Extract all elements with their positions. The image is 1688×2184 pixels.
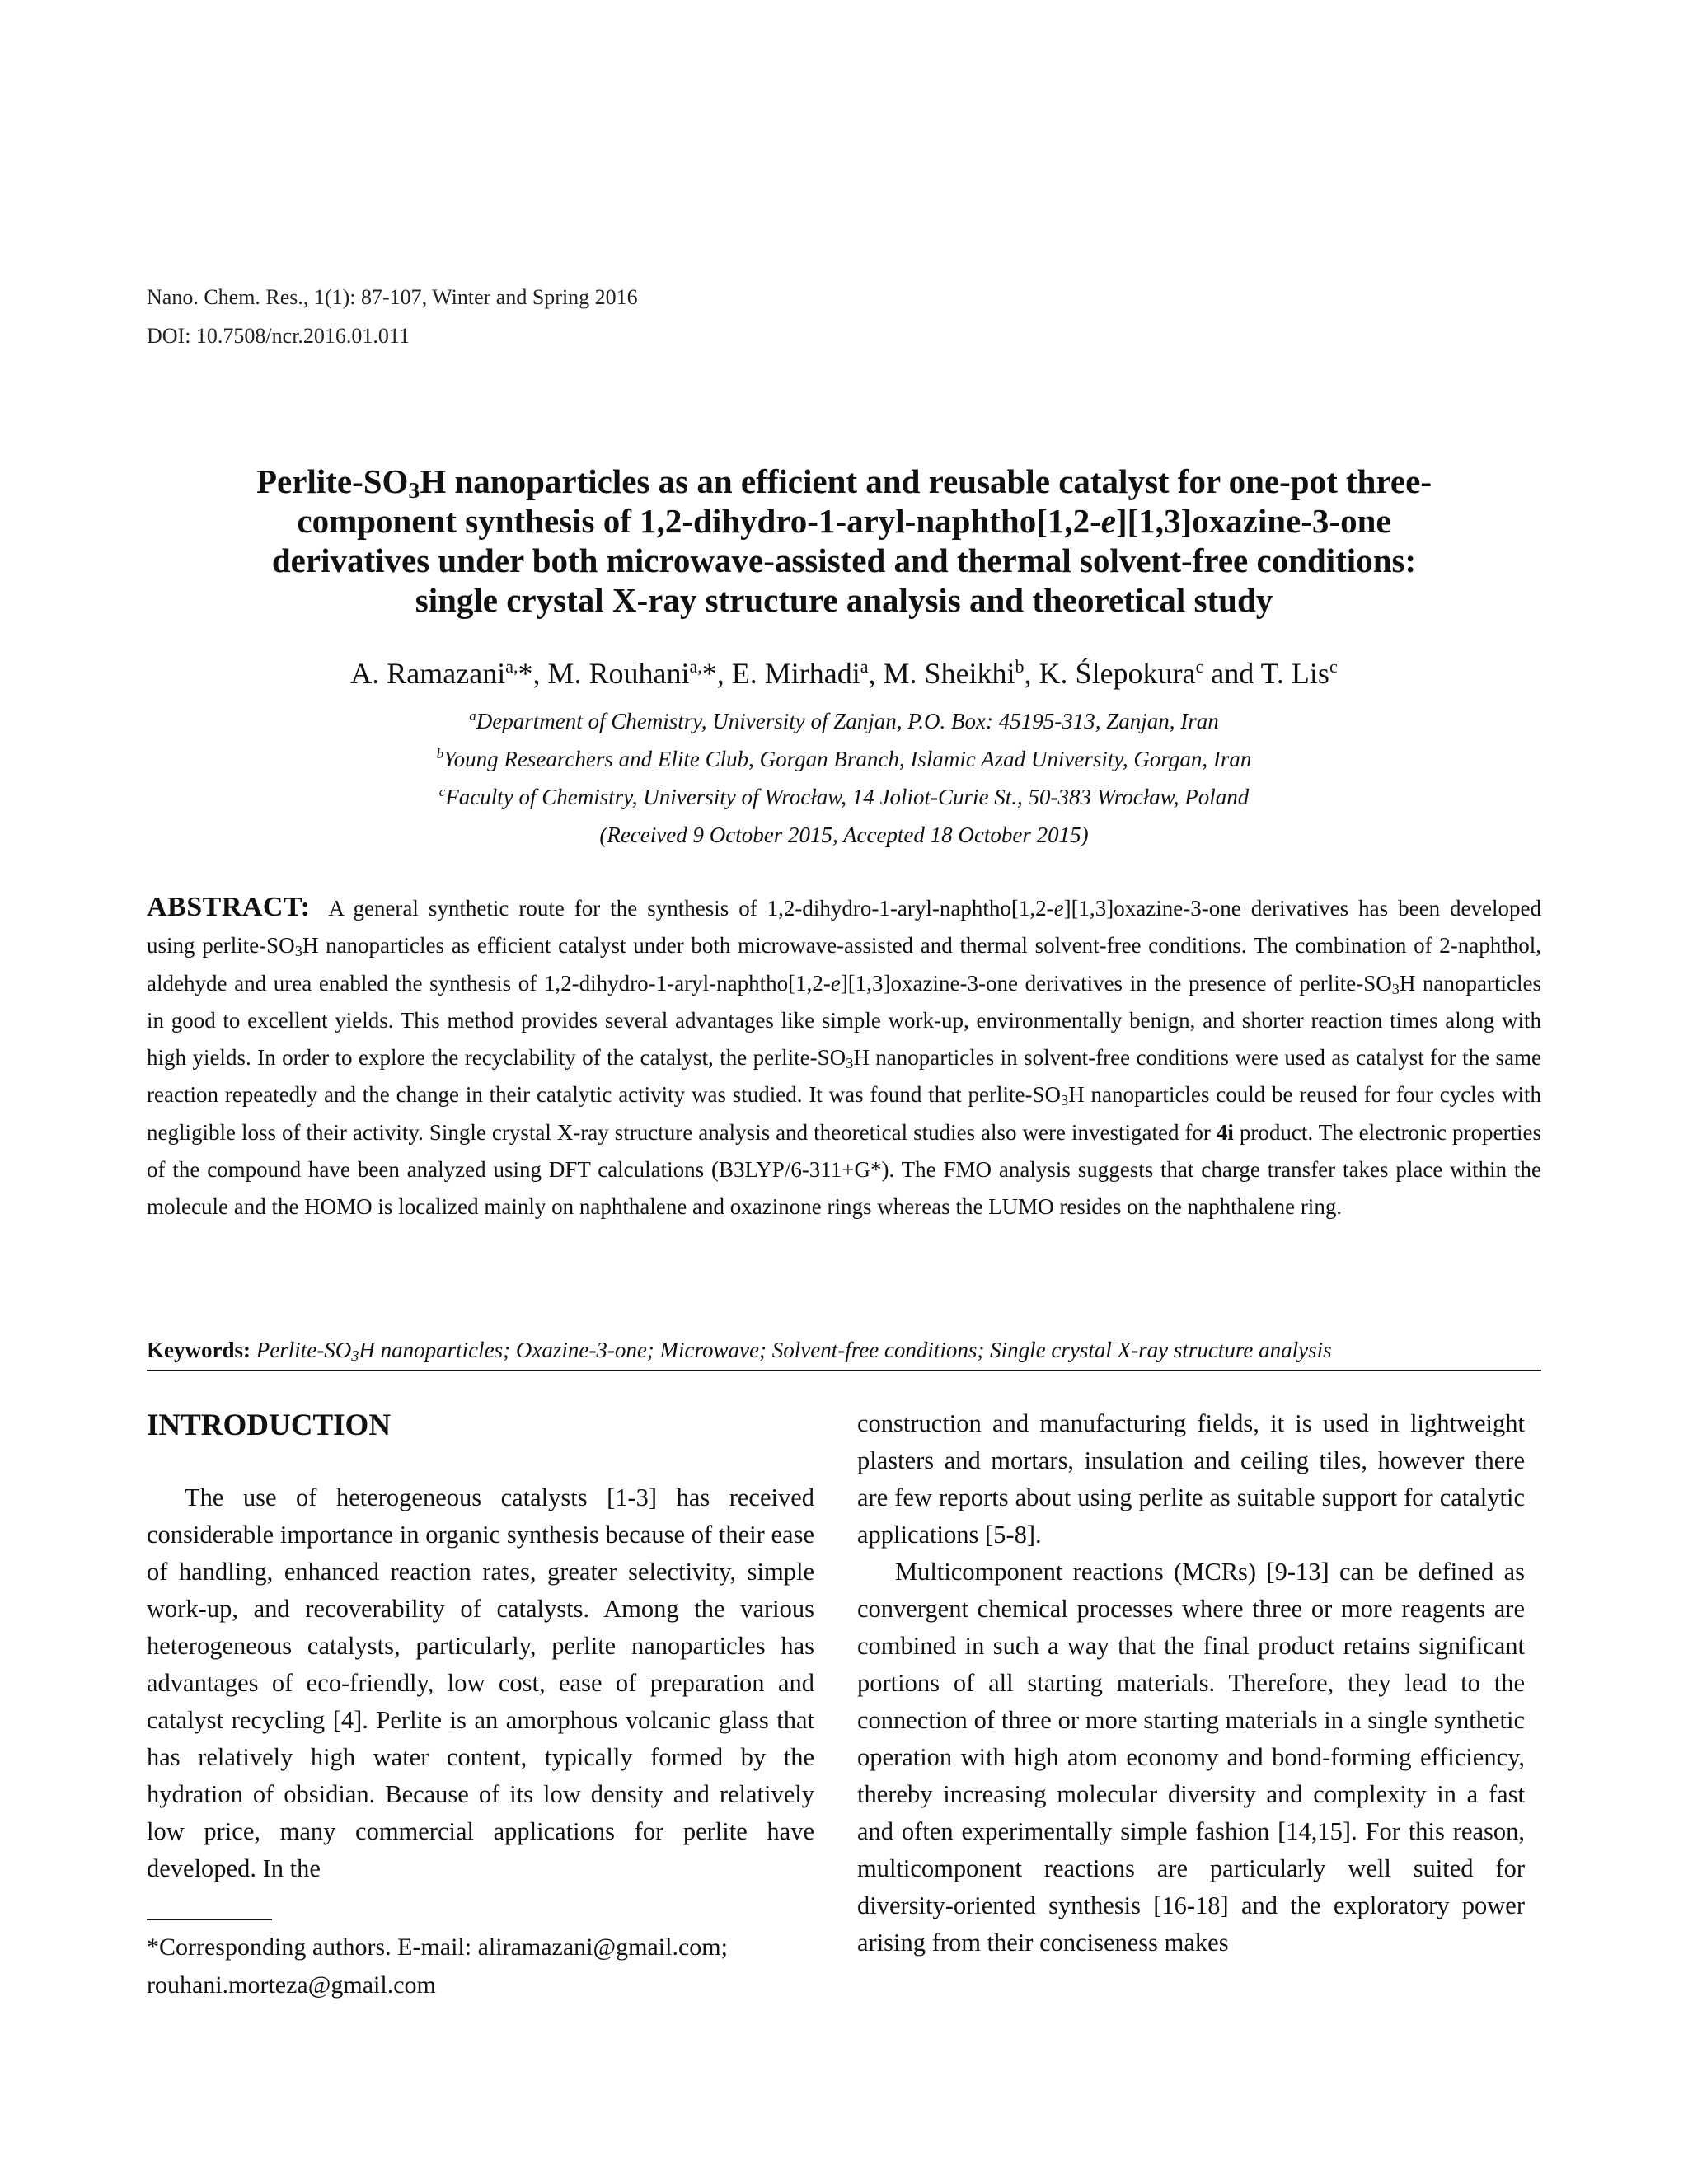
corresponding-author-footnote: [147, 1929, 814, 2004]
affiliation-c: $^c$Faculty of Chemistry, University of Wrocław, 14 Joliot-Curie St., 50-383 Wrocław, Poland: [438, 784, 1250, 809]
received-dates: (Received 9 October 2015, Accepted 18 October 2015): [599, 823, 1089, 847]
author: M. Sheikhi$^b$,: [883, 656, 1039, 690]
intro-paragraph-continued: construction and manufacturing fields, it is used in lightweight plasters and mortars, insulation and ceiling tiles, however there are few reports about using perlite as suitable support for catalytic applications [5-8].: [857, 1409, 1525, 1549]
affiliations: [124, 702, 1564, 854]
affiliation-a: $^a$Department of Chemistry, University of Zanjan, P.O. Box: 45195-313, Zanjan, Iran: [469, 708, 1219, 733]
affiliation-b: $^b$Young Researchers and Elite Club, Gorgan Branch, Islamic Azad University, Gorgan, Iran: [436, 746, 1252, 771]
footnote-line-2: rouhani.morteza@gmail.com: [147, 1971, 436, 1999]
title-line-1: Perlite-$SO_3H$ nanoparticles as an efficient and reusable catalyst for one-pot three-: [256, 462, 1432, 504]
abstract: ABSTRACT: A general synthetic route for the synthesis of 1,2-dihydro-1-aryl-naphtho[1,2-e][1,3]oxazine-3-one derivatives has been developed using perlite-$SO_3H$ nanoparticles as efficient catalyst under both microwave-assisted and thermal solvent-free conditions. The combination of 2-naphthol, aldehyde and urea enabled the synthesis of 1,2-dihydro-1-aryl-naphtho[1,2-e][1,3]oxazine-3-one derivatives in the presence of perlite-$SO_3H$ nanoparticles in good to excellent yields. This method provides several advantages like simple work-up, environmentally benign, and shorter reaction times along with high yields. In order to explore the recyclability of the catalyst, the perlite-$SO_3H$ nanoparticles in solvent-free conditions were used as catalyst for the same reaction repeatedly and the change in their catalytic activity was studied. It was found that perlite-$SO_3H$ nanoparticles could be reused for four cycles with negligible loss of their activity. Single crystal X-ray structure analysis and theoretical studies also were investigated for 4i product. The electronic properties of the compound have been analyzed using DFT calculations (B3LYP/6-311+G*). The FMO analysis suggests that charge transfer takes place within the molecule and the HOMO is localized mainly on naphthalene and oxazinone rings whereas the LUMO resides on the naphthalene ring.: [147, 892, 1542, 1220]
author: A. Ramazani$^{a,}$*,: [350, 656, 548, 690]
abstract-label: ABSTRACT:: [147, 892, 311, 922]
keywords-text: Perlite-$SO_3H$ nanoparticles; Oxazine-3-one; Microwave; Solvent-free conditions; Single crystal X-ray structure analysis: [256, 1338, 1332, 1365]
footnote-rule: [147, 1919, 272, 1920]
left-column: [147, 1405, 814, 1887]
author: E. Mirhadi$^a$,: [731, 656, 884, 690]
author-list: [124, 655, 1564, 691]
right-column: [857, 1405, 1525, 1961]
title-line-2: component synthesis of 1,2-dihydro-1-aryl-naphtho[1,2-e][1,3]oxazine-3-one: [297, 502, 1391, 540]
intro-paragraph-1: The use of heterogeneous catalysts [1-3] has received considerable importance in organic synthesis because of their ease of handling, enhanced reaction rates, greater selectivity, simple work-up, and recoverability of catalysts. Among the various heterogeneous catalysts, particularly, perlite nanoparticles has advantages of eco-friendly, low cost, ease of preparation and catalyst recycling [4]. Perlite is an amorphous volcanic glass that has relatively high water content, typically formed by the hydration of obsidian. Because of its low density and relatively low price, many commercial applications for perlite have developed. In the: [147, 1483, 814, 1882]
section-heading-introduction: INTRODUCTION: [147, 1408, 392, 1442]
title-line-3: derivatives under both microwave-assisted and thermal solvent-free conditions:: [271, 541, 1417, 579]
journal-citation: Nano. Chem. Res., 1(1): 87-107, Winter and Spring 2016: [147, 285, 638, 309]
keywords-label: Keywords:: [147, 1338, 251, 1362]
intro-paragraph-2: Multicomponent reactions (MCRs) [9-13] can be defined as convergent chemical processes where three or more reagents are combined in such a way that the final product retains significant portions of all starting materials. Therefore, they lead to the connection of three or more starting materials in a single synthetic operation with high atom economy and bond-forming efficiency, thereby increasing molecular diversity and complexity in a fast and often experimentally simple fashion [14,15]. For this reason, multicomponent reactions are particularly well suited for diversity-oriented synthesis [16-18] and the exploratory power arising from their conciseness makes: [857, 1558, 1525, 1957]
keywords: [147, 1335, 1541, 1371]
title-line-4: single crystal X-ray structure analysis and theoretical study: [415, 581, 1273, 619]
author: M. Rouhani$^{a,}$*,: [547, 656, 732, 690]
author: K. Ślepokura$^c$ and: [1039, 656, 1261, 690]
paper-title: [124, 462, 1564, 620]
footnote-line-1: *Corresponding authors. E-mail: aliramazani@gmail.com;: [147, 1933, 728, 1961]
author: T. Lis$^c$: [1260, 656, 1338, 690]
journal-doi: DOI: 10.7508/ncr.2016.01.011: [147, 324, 410, 348]
